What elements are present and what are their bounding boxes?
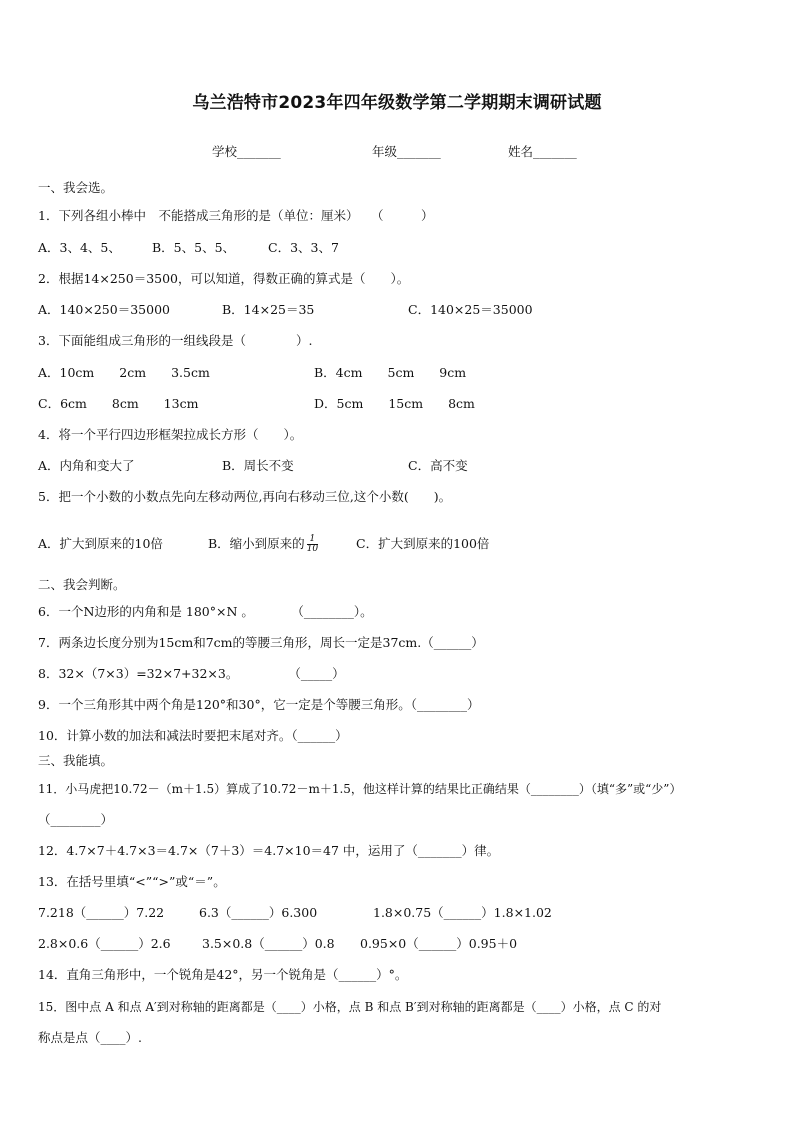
- option-c: C．140×25＝35000: [408, 302, 533, 317]
- section-heading-fill: 三、我能填。: [38, 753, 114, 768]
- school-field: 学校_______: [212, 144, 281, 159]
- question-7: 7．两条边长度分别为15cm和7cm的等腰三角形，周长一定是37cm.（______）: [38, 635, 484, 650]
- question-1-options: [38, 240, 339, 256]
- option-a: A．3、4、5、: [38, 240, 121, 255]
- question-13-row1: [38, 905, 552, 921]
- question-15-continued: 称点是点（____）.: [38, 1030, 142, 1045]
- question-10: 10．计算小数的加法和减法时要把末尾对齐。（______）: [38, 728, 348, 743]
- question-8: 8．32×（7×3）=32×7+32×3。 （_____）: [38, 666, 345, 681]
- question-3-options-row2: [38, 396, 475, 412]
- option-d: D．5cm 15cm 8cm: [314, 396, 475, 411]
- section-heading-judge: 二、我会判断。: [38, 577, 126, 592]
- option-a: A．内角和变大了: [38, 458, 135, 473]
- option-a: A．10cm 2cm 3.5cm: [38, 365, 210, 380]
- question-2: 2．根据14×250＝3500，可以知道，得数正确的算式是（ ）。: [38, 271, 410, 286]
- question-14: 14．直角三角形中，一个锐角是42°，另一个锐角是（______）°。: [38, 967, 408, 982]
- question-4: 4．将一个平行四边形框架拉成长方形（ ）。: [38, 427, 303, 442]
- compare-item: 6.3（______）6.300: [199, 905, 318, 920]
- question-12: 12．4.7×7＋4.7×3＝4.7×（7＋3）＝4.7×10＝47 中，运用了（_______）律。: [38, 843, 500, 858]
- question-1: 1．下列各组小棒中 不能搭成三角形的是（单位：厘米） （ ）: [38, 208, 434, 223]
- compare-item: 1.8×0.75（______）1.8×1.02: [373, 905, 552, 920]
- question-4-options: [38, 458, 468, 474]
- name-field: 姓名_______: [508, 144, 577, 159]
- question-11: 11．小马虎把10.72－（m＋1.5）算成了10.72－m＋1.5，他这样计算的结果比正确结果（________）（填“多”或“少”）: [38, 782, 682, 796]
- question-13: 13．在括号里填“<”“>”或“＝”。: [38, 874, 226, 889]
- compare-item: 2.8×0.6（______）2.6: [38, 936, 171, 951]
- option-c: C．高不变: [408, 458, 468, 473]
- compare-item: 3.5×0.8（______）0.8: [202, 936, 335, 951]
- option-c: C．扩大到原来的100倍: [356, 536, 490, 551]
- option-b: B．5、5、5、: [152, 240, 236, 255]
- question-3: 3．下面能组成三角形的一组线段是（ ）.: [38, 333, 313, 348]
- option-b: B．14×25＝35: [222, 302, 315, 317]
- option-b: B．4cm 5cm 9cm: [314, 365, 467, 380]
- option-c: C．6cm 8cm 13cm: [38, 396, 199, 411]
- option-a: A．扩大到原来的10倍: [38, 536, 163, 551]
- question-13-row2: [38, 936, 517, 952]
- grade-field: 年级_______: [372, 144, 441, 159]
- page-title: 乌兰浩特市2023年四年级数学第二学期期末调研试题: [192, 93, 602, 113]
- question-3-options-row1: [38, 365, 466, 381]
- option-a: A．140×250＝35000: [38, 302, 170, 317]
- question-6: 6．一个N边形的内角和是 180°×N 。 （________）。: [38, 604, 373, 619]
- compare-item: 0.95×0（______）0.95＋0: [360, 936, 518, 951]
- option-b: B．缩小到原来的 $\frac{1}{10}$: [208, 534, 319, 554]
- question-15: 15．图中点 A 和点 A′到对称轴的距离都是（____）小格，点 B 和点 B′到对称轴的距离都是（____）小格，点 C 的对: [38, 1000, 662, 1014]
- question-5-options: [38, 533, 489, 555]
- section-heading-choice: 一、我会选。: [38, 180, 114, 195]
- question-2-options: [38, 302, 533, 318]
- option-c: C．3、3、7: [268, 240, 339, 255]
- question-5: 5．把一个小数的小数点先向左移动两位,再向右移动三位,这个小数( )。: [38, 489, 452, 504]
- fraction-one-tenth: $\frac{1}{10}$: [306, 534, 319, 554]
- compare-item: 7.218（______）7.22: [38, 905, 165, 920]
- question-11-continued: （________）: [38, 812, 114, 827]
- option-b: B．周长不变: [222, 458, 294, 473]
- question-9: 9．一个三角形其中两个角是120°和30°，它一定是个等腰三角形。（________）: [38, 697, 480, 712]
